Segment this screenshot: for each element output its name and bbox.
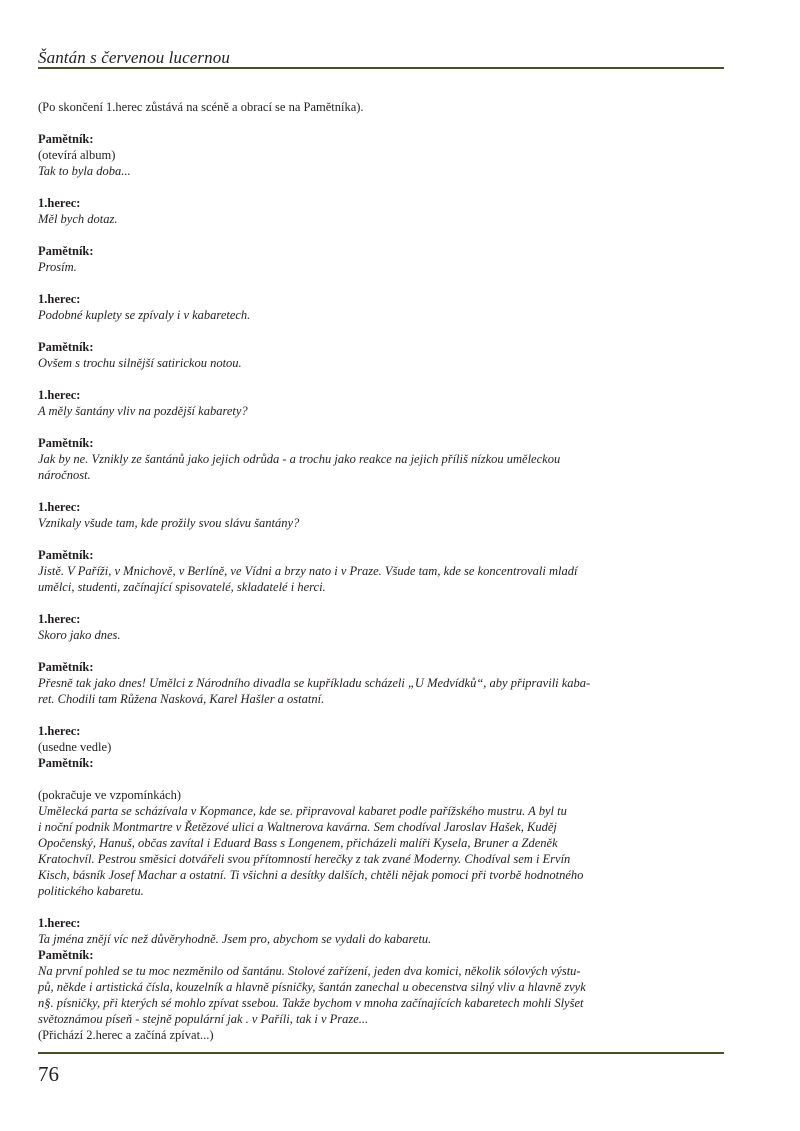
stage-direction: (otevírá album) (38, 148, 116, 162)
dialogue-block (38, 195, 618, 227)
dialogue-line: Ovšem s trochu silnější satirickou notou. (38, 356, 242, 370)
stage-direction: (Přichází 2.herec a začíná zpívat...) (38, 1028, 214, 1042)
speaker-name: 1.herec: (38, 388, 81, 402)
dialogue-line: Opočenský, Hanuš, občas zavítal i Eduard Bass s Longenem, přicházeli malíři Kysela, Bruner a Zdeněk (38, 836, 558, 850)
dialogue-line: Skoro jako dnes. (38, 628, 121, 642)
stage-direction: (usedne vedle) (38, 740, 112, 754)
page-number: 76 (38, 1062, 59, 1086)
dialogue-line: světoznámou píseň - stejně populární jak . v Paříli, tak i v Praze... (38, 1012, 369, 1026)
speaker-name: Pamětník: (38, 244, 94, 258)
speaker-name: Pamětník: (38, 548, 94, 562)
dialogue-line: Na první pohled se tu moc nezměnilo od šantánu. Stolové zařízení, jeden dva komici, několik sólových výstu- (38, 964, 581, 978)
dialogue-block (38, 339, 618, 371)
dialogue-block (38, 547, 618, 595)
dialogue-line: i noční podnik Montmartre v Řetězové ulici a Waltnerova kavárna. Sem chodíval Jaroslav Hašek, Kuděj (38, 820, 557, 834)
dialogue-line: Tak to byla doba... (38, 164, 131, 178)
dialogue-line: Kratochvíl. Pestrou směsici dotvářeli svou přítomností herečky z tak zvané Moderny. Chodíval sem i Ervín (38, 852, 571, 866)
speaker-name: Pamětník: (38, 660, 94, 674)
dialogue-line: umělci, studenti, začínající spisovatelé, skladatelé i herci. (38, 580, 326, 594)
dialogue-block (38, 755, 618, 771)
speaker-name: Pamětník: (38, 340, 94, 354)
dialogue-block (38, 99, 618, 115)
dialogue-block (38, 499, 618, 531)
stage-direction: (pokračuje ve vzpomínkách) (38, 788, 181, 802)
speaker-name: Pamětník: (38, 756, 94, 770)
dialogue-block (38, 947, 618, 1043)
speaker-name: 1.herec: (38, 916, 81, 930)
dialogue-block (38, 723, 618, 755)
dialogue-block (38, 435, 618, 483)
dialogue-line: Ta jména znějí víc než důvěryhodně. Jsem pro, abychom se vydali do kabaretu. (38, 932, 432, 946)
play-script-body (38, 99, 618, 1043)
dialogue-line: pů, někde i artistická čísla, kouzelník a hlavně písničky, šantán zanechal u obecenstva silný vliv a hlavně zvyk (38, 980, 586, 994)
dialogue-line: Jistě. V Paříži, v Mnichově, v Berlíně, ve Vídni a brzy nato i v Praze. Všude tam, kde se koncentrovali mladí (38, 564, 578, 578)
speaker-name: 1.herec: (38, 612, 81, 626)
dialogue-line: Přesně tak jako dnes! Umělci z Národního divadla se kupříkladu scházeli „U Medvídků“, aby připravili kaba- (38, 676, 591, 690)
dialogue-line: politického kabaretu. (38, 884, 144, 898)
speaker-name: Pamětník: (38, 436, 94, 450)
dialogue-block (38, 291, 618, 323)
dialogue-line: Jak by ne. Vznikly ze šantánů jako jejich odrůda - a trochu jako reakce na jejich příliš nízkou uměleckou (38, 452, 561, 466)
footer-rule (38, 1052, 724, 1054)
dialogue-line: Měl bych dotaz. (38, 212, 118, 226)
dialogue-line: Kisch, básník Josef Machar a ostatní. Ti všichni a desítky dalších, chtěli nějak pomoci při tvorbě hodnotného (38, 868, 584, 882)
dialogue-line: Prosím. (38, 260, 77, 274)
dialogue-line: náročnost. (38, 468, 91, 482)
dialogue-line: Umělecká parta se scházívala v Kopmance, kde se. připravoval kabaret podle pařížského mustru. A byl tu (38, 804, 567, 818)
speaker-name: 1.herec: (38, 292, 81, 306)
dialogue-block (38, 131, 618, 179)
dialogue-line: ret. Chodili tam Růžena Nasková, Karel Hašler a ostatní. (38, 692, 325, 706)
dialogue-block (38, 243, 618, 275)
speaker-name: 1.herec: (38, 196, 81, 210)
speaker-name: 1.herec: (38, 500, 81, 514)
speaker-name: Pamětník: (38, 132, 94, 146)
header-rule (38, 67, 724, 69)
dialogue-block (38, 787, 618, 899)
dialogue-line: Podobné kuplety se zpívaly i v kabaretech. (38, 308, 251, 322)
running-header-title: Šantán s červenou lucernou (38, 48, 230, 67)
dialogue-block (38, 387, 618, 419)
speaker-name: Pamětník: (38, 948, 94, 962)
dialogue-line: A měly šantány vliv na pozdější kabarety? (38, 404, 248, 418)
dialogue-block (38, 611, 618, 643)
speaker-name: 1.herec: (38, 724, 81, 738)
dialogue-block (38, 659, 618, 707)
dialogue-line: n§. písničky, při kterých sé mohlo zpívat ssebou. Takže bychom v mnoha začínajících kabaretech mohli Slyšet (38, 996, 584, 1010)
dialogue-line: Vznikaly všude tam, kde prožily svou slávu šantány? (38, 516, 300, 530)
dialogue-block (38, 915, 618, 947)
stage-direction: (Po skončení 1.herec zůstává na scéně a obrací se na Pamětníka). (38, 100, 364, 114)
